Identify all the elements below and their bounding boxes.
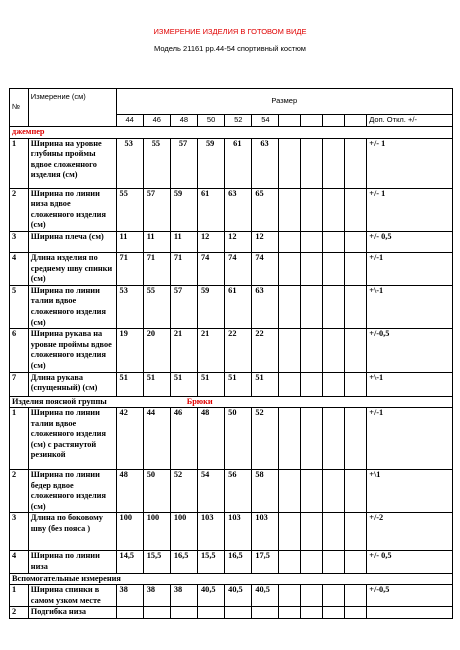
empty-cell [345,470,367,513]
empty-cell [345,585,367,607]
size-cell: 54 [252,115,279,127]
header-row [10,89,453,115]
empty-cell [301,585,323,607]
empty-cell [279,285,301,328]
measure-name: Длина изделия по среднему шву спинки (см) [28,252,116,285]
empty-cell [301,372,323,396]
empty-cell [323,188,345,231]
header-size: Размер [116,89,452,115]
measure-name: Ширина по линии бедер вдвое сложенного изделия (см) [28,470,116,513]
value-cell: 51 [170,372,197,396]
row-number: 5 [10,285,29,328]
value-cell: 22 [225,329,252,372]
value-cell: 65 [252,188,279,231]
value-cell: 46 [170,408,197,470]
value-cell: 57 [143,188,170,231]
value-cell: 59 [198,285,225,328]
empty-cell [301,138,323,188]
empty-cell [345,138,367,188]
empty-cell [323,115,345,127]
tolerance-cell: +/- 1 [367,138,453,188]
empty-cell [279,231,301,252]
value-cell: 40,5 [198,585,225,607]
table-row [10,329,453,372]
empty-cell [323,551,345,573]
section-label: Изделия поясной группы [12,396,107,406]
value-cell: 11 [143,231,170,252]
value-cell [116,607,143,619]
empty-cell [323,513,345,551]
value-cell: 59 [170,188,197,231]
value-cell: 16,5 [170,551,197,573]
empty-cell [279,607,301,619]
tolerance-cell: +/-2 [367,513,453,551]
value-cell: 63 [225,188,252,231]
measure-name: Ширина на уровне глубины проймы вдвое сложенного изделия (см) [28,138,116,188]
empty-cell [279,408,301,470]
value-cell: 61 [225,138,252,188]
row-number: 3 [10,231,29,252]
empty-cell [279,115,301,127]
table-row [10,231,453,252]
value-cell: 50 [225,408,252,470]
measure-name: Длина по боковому шву (без пояса ) [28,513,116,551]
empty-cell [345,115,367,127]
row-number: 3 [10,513,29,551]
value-cell: 50 [143,470,170,513]
measure-name: Ширина по линии талии вдвое сложенного изделия (см) [28,285,116,328]
empty-cell [301,408,323,470]
row-number: 2 [10,607,29,619]
measure-name: Ширина по линии низа вдвое сложенного изделия (см) [28,188,116,231]
empty-cell [345,408,367,470]
value-cell: 48 [198,408,225,470]
section-row [10,573,453,585]
empty-cell [345,329,367,372]
empty-cell [323,372,345,396]
value-cell: 71 [143,252,170,285]
table-row [10,551,453,573]
value-cell: 11 [116,231,143,252]
empty-cell [301,329,323,372]
value-cell: 51 [116,372,143,396]
value-cell: 103 [252,513,279,551]
empty-cell [323,470,345,513]
empty-cell [323,585,345,607]
value-cell: 53 [116,138,143,188]
table-row [10,285,453,328]
value-cell: 40,5 [252,585,279,607]
table-row [10,188,453,231]
value-cell [170,607,197,619]
value-cell: 12 [198,231,225,252]
value-cell: 11 [170,231,197,252]
section-row [10,396,453,408]
section-label: джемпер [12,127,45,136]
tolerance-cell: +/-1 [367,408,453,470]
tolerance-cell: +/-0,5 [367,585,453,607]
section-label-cell [10,396,453,408]
value-cell: 21 [198,329,225,372]
empty-cell [279,252,301,285]
empty-cell [301,115,323,127]
size-cell: 52 [225,115,252,127]
tolerance-header: Доп. Откл. +/- [367,115,453,127]
value-cell: 52 [252,408,279,470]
table-row [10,252,453,285]
table-row [10,585,453,607]
row-number: 2 [10,188,29,231]
value-cell: 100 [116,513,143,551]
value-cell: 71 [116,252,143,285]
value-cell [225,607,252,619]
empty-cell [345,285,367,328]
section-row [10,127,453,139]
value-cell [252,607,279,619]
value-cell [198,607,225,619]
value-cell: 14,5 [116,551,143,573]
value-cell: 55 [143,138,170,188]
table-row [10,513,453,551]
empty-cell [323,329,345,372]
header-no: № [10,89,29,127]
value-cell: 12 [252,231,279,252]
empty-cell [323,252,345,285]
value-cell: 54 [198,470,225,513]
table-row [10,408,453,470]
row-number: 6 [10,329,29,372]
value-cell: 21 [170,329,197,372]
empty-cell [323,138,345,188]
empty-cell [279,188,301,231]
size-cell: 48 [170,115,197,127]
empty-cell [279,138,301,188]
value-cell: 103 [225,513,252,551]
measure-name: Ширина по линии талии вдвое сложенного изделия (см) с растянутой резинкой [28,408,116,470]
row-number: 1 [10,408,29,470]
value-cell: 63 [252,138,279,188]
size-cell: 46 [143,115,170,127]
empty-cell [323,408,345,470]
value-cell: 16,5 [225,551,252,573]
empty-cell [323,285,345,328]
value-cell: 74 [198,252,225,285]
value-cell: 51 [198,372,225,396]
empty-cell [345,513,367,551]
value-cell: 38 [116,585,143,607]
table-row [10,138,453,188]
empty-cell [301,231,323,252]
value-cell: 100 [170,513,197,551]
empty-cell [301,551,323,573]
empty-cell [345,188,367,231]
value-cell: 103 [198,513,225,551]
document-title: ИЗМЕРЕНИЕ ИЗДЕЛИЯ В ГОТОВОМ ВИДЕ [153,27,307,36]
row-number: 4 [10,551,29,573]
row-number: 4 [10,252,29,285]
value-cell: 51 [252,372,279,396]
tolerance-cell: +\-1 [367,372,453,396]
value-cell: 55 [143,285,170,328]
tolerance-cell [367,607,453,619]
value-cell: 61 [225,285,252,328]
tolerance-cell: +/-0,5 [367,329,453,372]
empty-cell [279,329,301,372]
empty-cell [279,551,301,573]
value-cell: 44 [143,408,170,470]
empty-cell [323,607,345,619]
value-cell: 20 [143,329,170,372]
value-cell: 59 [198,138,225,188]
empty-cell [279,372,301,396]
value-cell: 38 [170,585,197,607]
row-number: 2 [10,470,29,513]
empty-cell [345,607,367,619]
empty-cell [345,372,367,396]
value-cell: 63 [252,285,279,328]
value-cell: 52 [170,470,197,513]
measure-name: Ширина рукава на уровне проймы вдвое сложенного изделия (см) [28,329,116,372]
value-cell: 57 [170,285,197,328]
tolerance-cell: +/- 1 [367,188,453,231]
value-cell: 74 [225,252,252,285]
table-row [10,372,453,396]
empty-cell [301,607,323,619]
empty-cell [301,285,323,328]
document-subtitle: Модель 21161 рр.44-54 спортивный костюм [154,44,306,53]
measure-name: Ширина спинки в самом узком месте [28,585,116,607]
table-row [10,607,453,619]
empty-cell [345,551,367,573]
value-cell: 51 [143,372,170,396]
value-cell: 56 [225,470,252,513]
value-cell: 61 [198,188,225,231]
value-cell: 15,5 [143,551,170,573]
value-cell: 12 [225,231,252,252]
table-row [10,470,453,513]
row-number: 1 [10,585,29,607]
value-cell: 100 [143,513,170,551]
empty-cell [301,188,323,231]
empty-cell [345,252,367,285]
value-cell: 53 [116,285,143,328]
value-cell: 19 [116,329,143,372]
value-cell: 38 [143,585,170,607]
measure-name: Ширина плеча (см) [28,231,116,252]
value-cell: 42 [116,408,143,470]
section-label: Вспомогательные измерения [12,573,121,583]
row-number: 7 [10,372,29,396]
value-cell: 40,5 [225,585,252,607]
size-cell: 50 [198,115,225,127]
section-label-cell [10,127,453,139]
measure-name: Подгибка низа [28,607,116,619]
tolerance-cell: +\1 [367,470,453,513]
value-cell: 15,5 [198,551,225,573]
empty-cell [345,231,367,252]
row-number: 1 [10,138,29,188]
measure-name: Длина рукава (спущенный) (см) [28,372,116,396]
tolerance-cell: +/-1 [367,252,453,285]
value-cell: 74 [252,252,279,285]
section-sublabel: Брюки [186,396,213,406]
empty-cell [279,585,301,607]
empty-cell [279,470,301,513]
value-cell: 48 [116,470,143,513]
empty-cell [279,513,301,551]
empty-cell [301,252,323,285]
value-cell: 58 [252,470,279,513]
value-cell: 51 [225,372,252,396]
value-cell [143,607,170,619]
value-cell: 17,5 [252,551,279,573]
value-cell: 22 [252,329,279,372]
empty-cell [323,231,345,252]
table-body [10,89,453,619]
value-cell: 57 [170,138,197,188]
empty-cell [301,470,323,513]
tolerance-cell: +/- 0,5 [367,231,453,252]
tolerance-cell: +/- 0,5 [367,551,453,573]
value-cell: 55 [116,188,143,231]
value-cell: 71 [170,252,197,285]
header-measure: Измерение (см) [28,89,116,127]
empty-cell [301,513,323,551]
measure-name: Ширина по линии низа [28,551,116,573]
tolerance-cell: +\-1 [367,285,453,328]
measurement-table [9,88,453,619]
section-label-cell [10,573,453,585]
size-cell: 44 [116,115,143,127]
